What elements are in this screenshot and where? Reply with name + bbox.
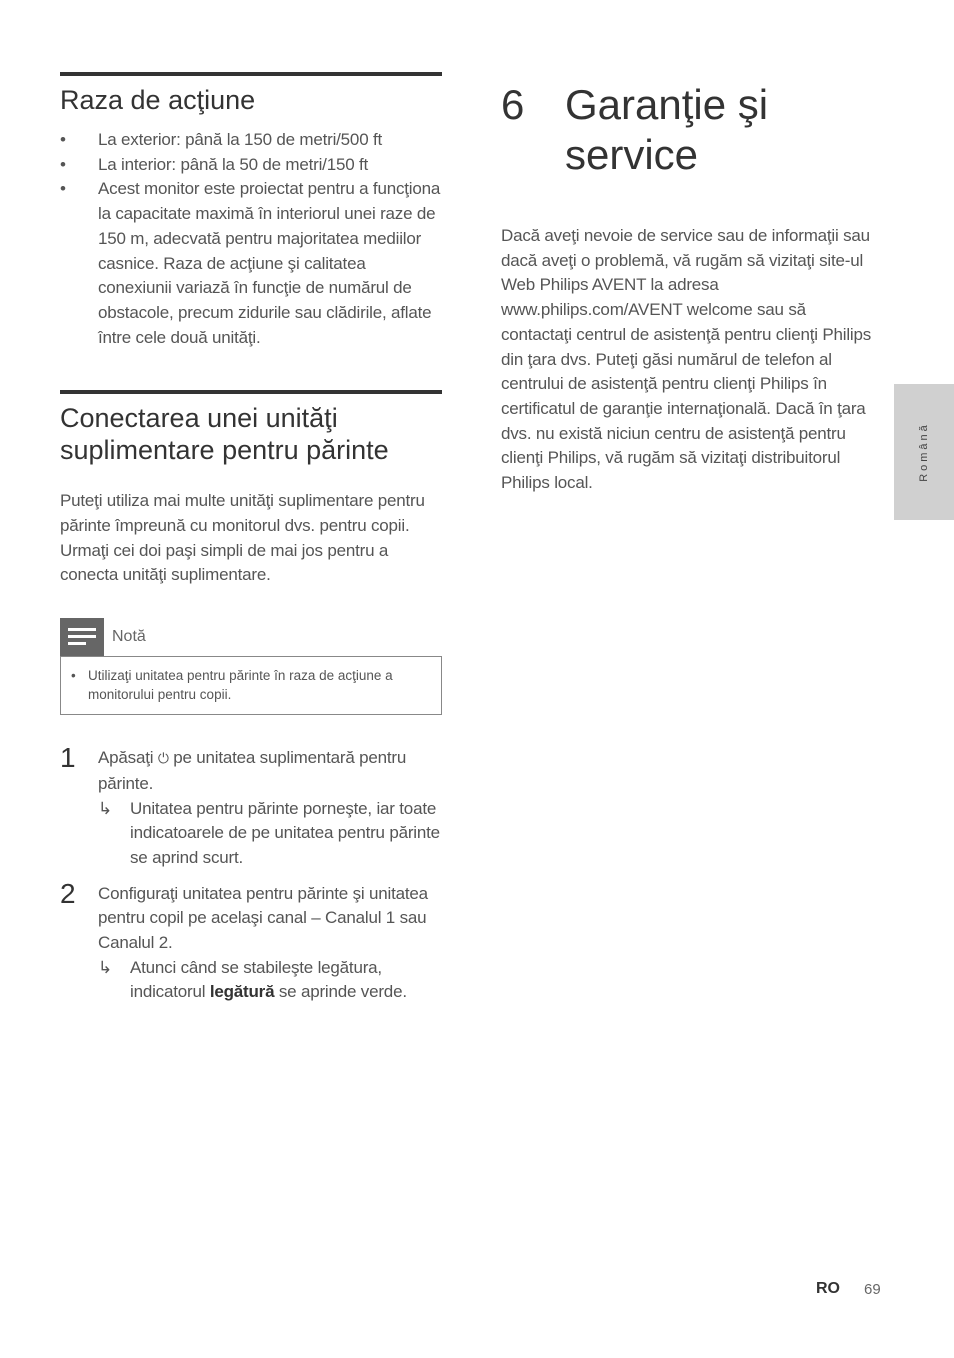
section-title-range: Raza de acţiune [60, 85, 256, 115]
result-arrow-icon: ↳ [98, 957, 113, 977]
page-number: 69 [864, 1281, 881, 1298]
language-tab-label: Română [918, 422, 930, 482]
note-box [60, 656, 442, 715]
step-number: 2 [60, 877, 76, 909]
range-bullet-list [60, 128, 442, 350]
list-item: • Acest monitor este proiectat pentru a funcţiona la capacitate maximă în interiorul unei raze de 150 m, adecvată pentru majoritatea mediilor casnice. Raza de acţiune şi calitatea conexiunii variază în funcţie de numărul de obstacole, precum zidurile sau clădirile, aflate între cele două unităţi. [60, 179, 441, 347]
section-intro: Puteţi utiliza mai multe unităţi suplimentare pentru părinte împreună cu monitorul dvs. pentru copii. Urmaţi cei doi paşi simpli de mai jos pentru a conecta unităţi suplimentare. [60, 491, 425, 585]
note-icon [60, 618, 104, 656]
list-item: • La exterior: până la 150 de metri/500 ft [60, 130, 383, 149]
note-text: • Utilizaţi unitatea pentru părinte în raza de acţiune a monitorului pentru copii. [71, 668, 393, 703]
step-text: Apăsaţi ⏻ pe unitatea suplimentară pentru părinte. [98, 748, 407, 793]
chapter-heading [501, 80, 873, 180]
step-number: 1 [60, 742, 76, 774]
result-arrow-icon: ↳ [98, 798, 113, 818]
note-block [60, 618, 442, 715]
list-item: • La interior: până la 50 de metri/150 ft [60, 154, 369, 174]
chapter-title: Garanţie şi service [565, 81, 769, 178]
step-1 [60, 742, 442, 871]
link-indicator-label: legătură [209, 982, 275, 1002]
chapter-body: Dacă aveţi nevoie de service sau de informaţii sau dacă aveţi o problemă, vă rugăm să vizitaţi site-ul Web Philips AVENT la adresa www.philips.com/AVENT welcome sau să contactaţi centrul de asistenţă pentru clienţi Philips din ţara dvs. Puteţi găsi numărul de telefon al centrului de asistenţă pentru clienţi Philips în certificatul de garanţie internaţională. Dacă în ţara dvs. nu există niciun centru de asistenţă pentru clienţi Philips, vă rugăm să vizitaţi distribuitorul Philips local. [501, 226, 872, 493]
note-label: Notă [112, 628, 146, 646]
step-text: Configuraţi unitatea pentru părinte şi unitatea pentru copil pe acelaşi canal – Canalul 1 sau Canalul 2. [98, 883, 428, 953]
section-title-extra-parent-unit: Conectarea unei unităţi suplimentare pentru părinte [60, 403, 389, 466]
step-result: ↳ Atunci când se stabileşte legătura, indicatorul legătură se aprinde verde. [98, 957, 407, 1002]
footer-language-code: RO [816, 1280, 840, 1297]
language-tab [894, 384, 954, 520]
note-header [60, 618, 442, 656]
step-2 [60, 877, 442, 1006]
power-icon: ⏻ [157, 751, 169, 768]
page-footer [800, 1280, 890, 1304]
chapter-number: 6 [501, 81, 525, 128]
left-column [60, 72, 442, 1005]
step-result: ↳ Unitatea pentru părinte porneşte, iar toate indicatoarele de pe unitatea pentru părinte se aprind scurt. [98, 798, 440, 867]
section-rule [60, 72, 442, 76]
section-rule [60, 390, 442, 394]
right-column [501, 80, 873, 496]
